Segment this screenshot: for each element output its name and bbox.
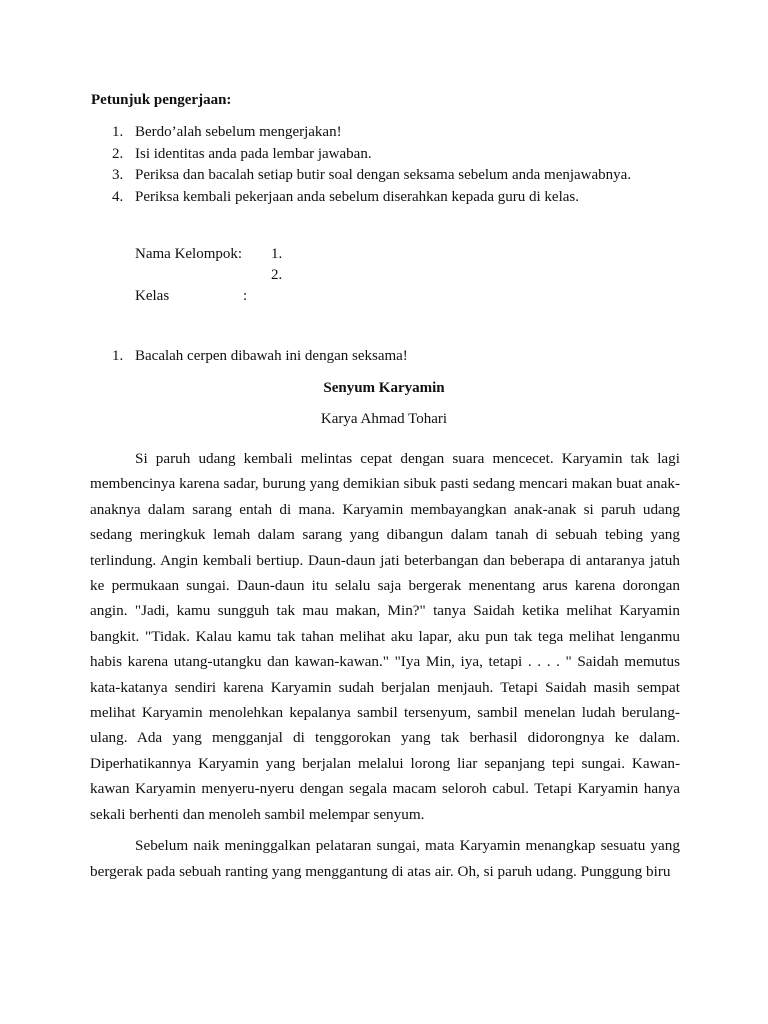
instruction-text: Periksa dan bacalah setiap butir soal dengan seksama sebelum anda menjawabnya.	[135, 167, 632, 183]
instruction-number: 2.	[112, 145, 124, 162]
instruction-text: Berdo’alah sebelum mengerjakan!	[135, 124, 342, 140]
story-paragraph: Sebelum naik meninggalkan pelataran sungai, mata Karyamin menangkap sesuatu yang bergerak pada sebuah ranting yang menggantung di atas air. Oh, si paruh udang. Punggung biru	[90, 837, 680, 880]
story-body	[90, 446, 680, 890]
identity-block	[135, 246, 435, 310]
question-text: Bacalah cerpen dibawah ini dengan seksama!	[135, 348, 408, 364]
question-number: 1.	[112, 348, 124, 364]
story-author: Karya Ahmad Tohari	[320, 411, 448, 427]
group-member-slot-1: 1.	[271, 246, 283, 262]
story-paragraph: Si paruh udang kembali melintas cepat dengan suara mencecet. Karyamin tak lagi membencinya karena sadar, burung yang demikian sibuk pasti sedang mencari makan buat anak-anaknya dalam sarang entah di mana. Karyamin membayangkan anak-anak si paruh udang sedang meringkuk lemah dalam sarang yang dibangun dalam tanah di sebuah tebing yang terlindung. Angin kembali bertiup. Daun-daun jati beterbangan dan beberapa di antaranya jatuh ke permukaan sungai. Daun-daun itu selalu saja bergerak menentang arus karena dorongan angin. "Jadi, kamu sungguh tak mau makan, Min?" tanya Saidah ketika melihat Karyamin bangkit. "Tidak. Kalau kamu tak tahan melihat aku lapar, aku pun tak tega melihat lenganmu habis karena utang-utangku dan kawan-kawan." "Iya Min, iya, tetapi . . . . " Saidah memutus kata-katanya sendiri karena Karyamin sudah berjalan menjauh. Tetapi Saidah masih sempat melihat Karyamin menolehkan kepalanya sambil tersenyum, sambil menelan ludah berulang-ulang. Ada yang mengganjal di tenggorokan yang tak berhasil didorongnya ke dalam. Diperhatikannya Karyamin yang berjalan melalui lorong liar sepanjang tepi sungai. Kawan-kawan Karyamin menyeru-nyeru dengan segala macam seloroh cabul. Tetapi Karyamin hanya sekali berhenti dan menoleh sambil melempar senyum.	[90, 450, 680, 823]
instruction-text: Periksa kembali pekerjaan anda sebelum diserahkan kepada guru di kelas.	[135, 188, 580, 205]
group-member-slot-2: 2.	[271, 267, 283, 283]
story-title: Senyum Karyamin	[323, 380, 445, 396]
class-colon: :	[243, 288, 248, 304]
instructions-heading: Petunjuk pengerjaan:	[91, 92, 232, 108]
instruction-text: Isi identitas anda pada lembar jawaban.	[135, 145, 372, 162]
class-label: Kelas	[135, 288, 170, 304]
instruction-number: 4.	[112, 188, 124, 205]
instruction-number: 3.	[112, 167, 124, 183]
instruction-number: 1.	[112, 124, 124, 140]
question-item	[0, 348, 768, 370]
group-name-label: Nama Kelompok:	[135, 246, 243, 262]
